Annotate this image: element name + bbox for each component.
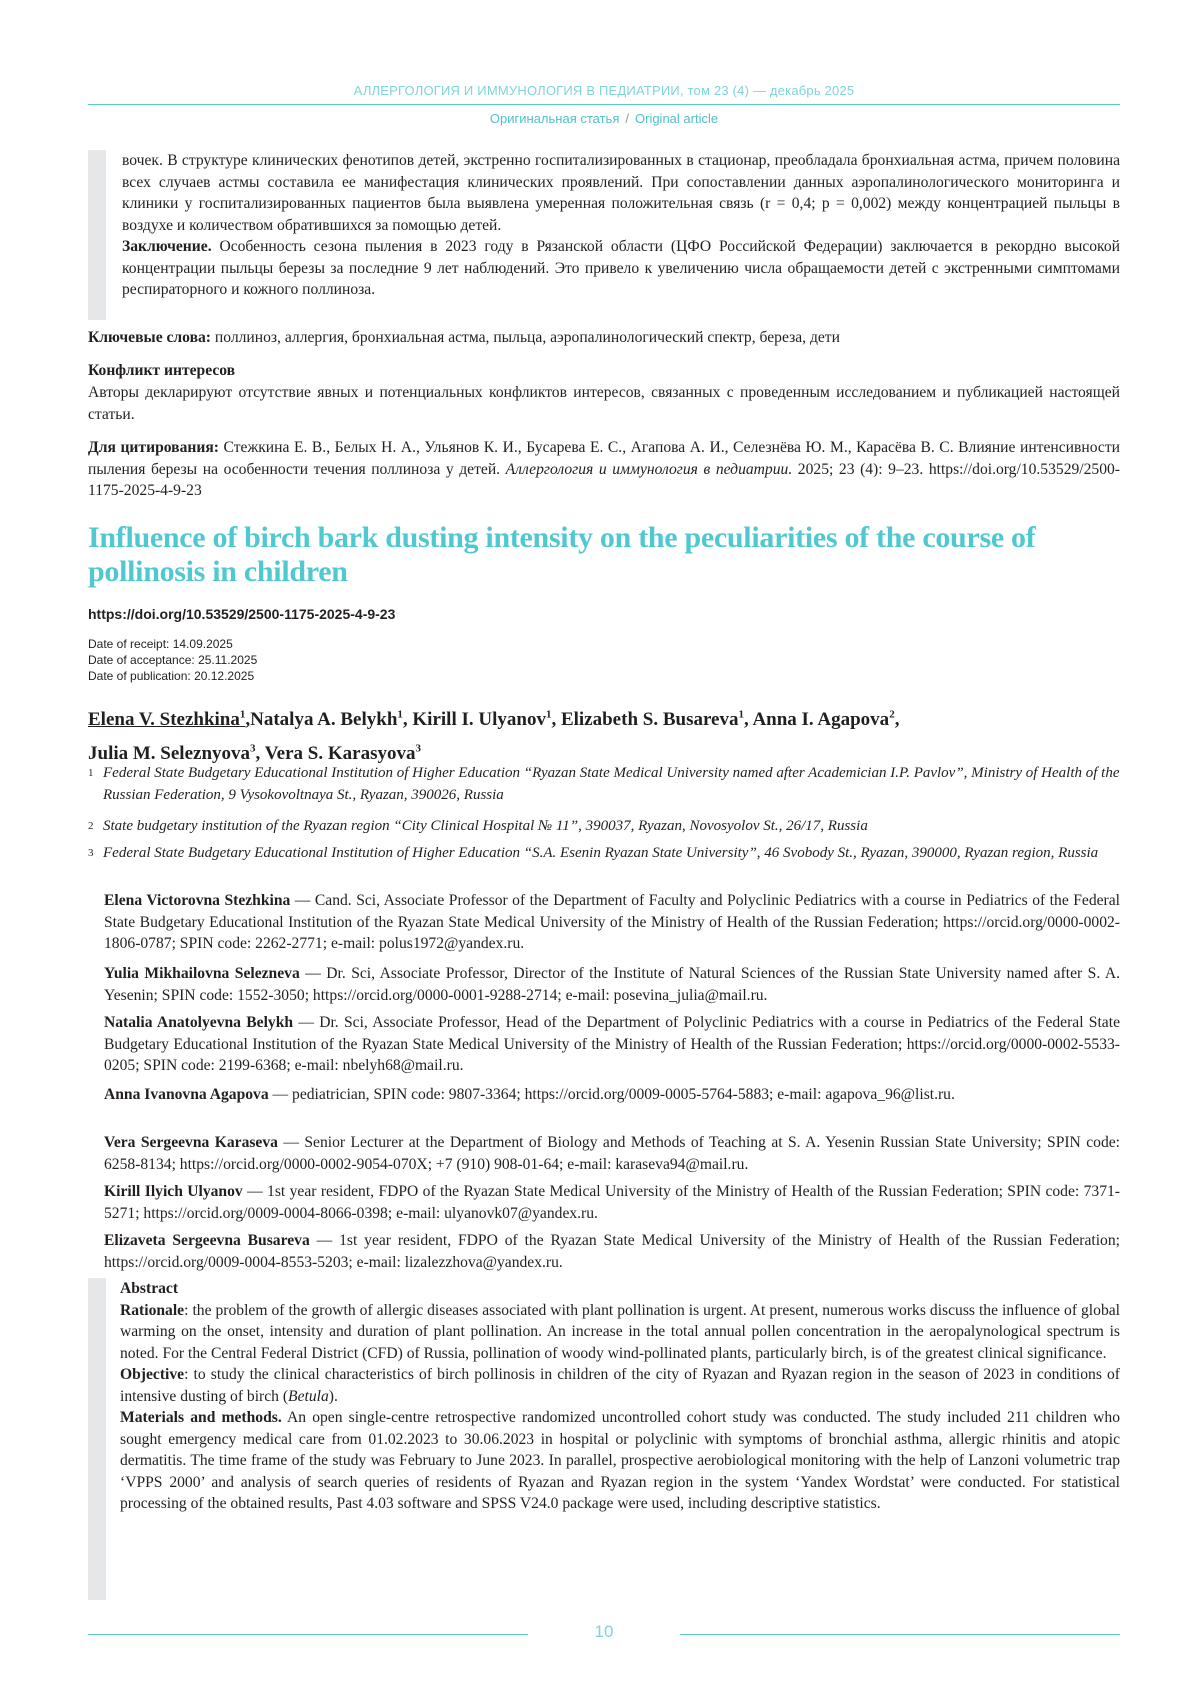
conclusion-text: Особенность сезона пыления в 2023 году в Рязанской области (ЦФО Российской Федерации) заключается в рекордно высокой концентрации пыльцы березы за последние 9 лет наблюдений. Это привело к увеличению числа обращаемости детей с экстренными симптомами респираторного и кожного поллиноза.	[122, 238, 1120, 298]
abstract-rationale: Rationale: the problem of the growth of allergic diseases associated with plant pollination is urgent. At present, numerous works discuss the influence of global warming on the onset, intensity and duration of plant pollination. An increase in the total annual pollen concentration in the aeropalynological spectrum is noted. For the Central Federal District (CFD) of Russia, pollination of woody wind-pollinated plants, particularly birch, is of the greatest clinical significance.	[120, 1301, 1120, 1362]
affiliation-3: 3 Federal State Budgetary Educational Institution of Higher Education “S.A. Esenin Ryazan State University”, 46 Svobody St., Ryazan, 390000, Ryazan region, Russia	[88, 845, 1099, 861]
citation-label: Для цитирования:	[88, 439, 219, 456]
page-number: 10	[594, 1622, 614, 1641]
author-bio: Anna Ivanovna Agapova — pediatrician, SPIN code: 9807-3364; https://orcid.org/0009-0005-5764-5883; e-mail: agapova_96@list.ru.	[104, 1086, 955, 1103]
author-6: Julia M. Seleznyova$^3$,	[88, 742, 265, 764]
affiliation-2: 2 State budgetary institution of the Ryazan region “City Clinical Hospital № 11”, 390037, Ryazan, Novosyolov St., 26/17, Russia	[88, 818, 868, 834]
footer-divider-left	[88, 1634, 528, 1635]
article-type	[88, 111, 1120, 126]
author-list	[88, 701, 1120, 768]
citation	[88, 437, 1120, 502]
header-divider	[88, 104, 1120, 105]
footer-divider-right	[680, 1634, 1120, 1635]
abstract-side-bar	[88, 150, 106, 320]
keywords-text: поллиноз, аллергия, бронхиальная астма, пыльца, аэропалинологический спектр, береза, дети	[214, 329, 840, 346]
author-4: Elizabeth S. Busareva$^1$,	[560, 709, 753, 731]
ru-abstract-box	[88, 150, 1120, 320]
author-5: Anna I. Agapova$^2$,	[752, 709, 900, 731]
abstract-heading: Abstract	[120, 1280, 179, 1297]
journal-header: АЛЛЕРГОЛОГИЯ И ИММУНОЛОГИЯ В ПЕДИАТРИИ, том 23 (4) — декабрь 2025	[353, 83, 855, 98]
author-1: Elena V. Stezhkina$^1$,	[88, 709, 251, 731]
conflict-text: Авторы декларируют отсутствие явных и потенциальных конфликтов интересов, связанных с проведенным исследованием и публикацией настоящей статьи.	[88, 384, 1120, 423]
author-bio: Elizaveta Sergeevna Busareva — 1st year resident, FDPO of the Ryazan State Medical University of the Ministry of Health of the Russian Federation; https://orcid.org/0009-0004-8553-5203; e-mail: lizalezzhova@yandex.ru.	[104, 1232, 1120, 1271]
conflict-heading: Конфликт интересов	[88, 362, 236, 379]
author-bio: Elena Victorovna Stezhkina — Cand. Sci, Associate Professor of the Department of Faculty and Polyclinic Pediatrics with a course in Pediatrics of the Federal State Budgetary Educational Institution of the Ryazan State Medical University of the Ministry of Health of the Russian Federation; https://orcid.org/0000-0002-1806-0787; SPIN code: 2262-2771; e-mail: polus1972@yandex.ru.	[104, 892, 1120, 952]
article-doi-link[interactable]: https://doi.org/10.53529/2500-1175-2025-4-9-23	[88, 606, 396, 622]
ru-abstract-results: вочек. В структуре клинических фенотипов детей, экстренно госпитализированных в стационар, преобладала бронхиальная астма, причем половина всех случаев астмы составила ее манифестация клинических проявлений. При сопоставлении данных аэропалинологического мониторинга и клиники у госпитализированных пациентов была выявлена умеренная положительная связь (r = 0,4; p = 0,002) между концентрацией пыльцы в воздухе и количеством обратившихся за помощью детей.	[122, 152, 1120, 234]
author-3: Kirill I. Ulyanov$^1$,	[412, 709, 561, 731]
author-bio: Kirill Ilyich Ulyanov — 1st year resident, FDPO of the Ryazan State Medical University of the Ministry of Health of the Russian Federation; SPIN code: 7371-5271; https://orcid.org/0009-0004-8066-0398; e-mail: ulyanovk07@yandex.ru.	[104, 1183, 1120, 1222]
article-title: Influence of birch bark dusting intensity on the peculiarities of the course of pollinosis in children	[88, 521, 1036, 588]
abstract-side-bar	[88, 1278, 106, 1600]
author-7: Vera S. Karasyova$^3$	[264, 742, 421, 764]
abstract-box	[88, 1278, 1120, 1600]
conclusion-label: Заключение.	[122, 238, 212, 255]
keywords	[88, 327, 1120, 349]
article-type-en: Original article	[635, 111, 719, 126]
author-bio: Natalia Anatolyevna Belykh — Dr. Sci, Associate Professor, Head of the Department of Polyclinic Pediatrics with a course in Pediatrics of the Federal State Budgetary Educational Institution of the Ryazan State Medical University of the Ministry of Health of the Russian Federation; https://orcid.org/0000-0002-5533-0205; SPIN code: 2199-6368; e-mail: nbelyh68@mail.ru.	[104, 1014, 1120, 1074]
citation-text: Стежкина Е. В., Белых Н. А., Ульянов К. И., Бусарева Е. С., Агапова А. И., Селезнёва Ю. М., Карасёва В. С. Влияние интенсивности пыления березы на особенности течения поллиноза у детей.	[88, 439, 1120, 478]
author-bio: Vera Sergeevna Karaseva — Senior Lecturer at the Department of Biology and Methods of Teaching at S. A. Yesenin Russian State University; SPIN code: 6258-8134; https://orcid.org/0000-0002-9054-070X; +7 (910) 908-01-64; e-mail: karaseva94@mail.ru.	[104, 1134, 1121, 1173]
article-type-separator: /	[625, 111, 629, 126]
date-receipt: Date of receipt: 14.09.2025	[88, 637, 233, 651]
ru-abstract-conclusion	[122, 236, 1120, 301]
keywords-label: Ключевые слова:	[88, 329, 211, 346]
author-bio: Yulia Mikhailovna Selezneva — Dr. Sci, Associate Professor, Director of the Institute of Natural Sciences of the Russian State University named after S. A. Yesenin; SPIN code: 1552-3050; https://orcid.org/0000-0001-9288-2714; e-mail: posevina_julia@mail.ru.	[104, 965, 1120, 1004]
date-publication: Date of publication: 20.12.2025	[88, 669, 255, 683]
article-type-ru: Оригинальная статья	[489, 111, 620, 126]
date-acceptance: Date of acceptance: 25.11.2025	[88, 653, 258, 667]
affiliation-1: 1 Federal State Budgetary Educational Institution of Higher Education “Ryazan State Medical University named after Academician I.P. Pavlov”, Ministry of Health of the Russian Federation, 9 Vysokovoltnaya St., Ryazan, 390026, Russia	[88, 765, 1120, 803]
author-2: Natalya A. Belykh$^1$,	[250, 709, 413, 731]
citation-doi-link[interactable]: 2025; 23 (4): 9–23. https://doi.org/10.53529/2500-1175-2025-4-9-23	[88, 460, 1120, 499]
abstract-methods: Materials and methods. An open single-centre retrospective randomized uncontrolled cohort study was conducted. The study included 211 children who sought emergency medical care from 01.02.2023 to 30.06.2023 in hospital or polyclinic with symptoms of bronchial asthma, allergic rhinitis and atopic dermatitis. The time frame of the study was February to June 2023. In parallel, prospective aerobiological monitoring with the help of Lanzoni volumetric trap ‘VPPS 2000’ and analysis of search queries of residents of Ryazan and Ryazan region in the system ‘Yandex Wordstat’ were conducted. For statistical processing of the obtained results, Past 4.03 software and SPSS V24.0 package were used, including descriptive statistics.	[120, 1409, 1120, 1512]
abstract-objective: Objective: to study the clinical characteristics of birch pollinosis in children of the city of Ryazan and Ryazan region in the season of 2023 in conditions of intensive dusting of birch (Betula).	[120, 1366, 1120, 1405]
publication-dates	[88, 636, 257, 684]
citation-journal: Аллергология и иммунология в педиатрии.	[505, 460, 793, 478]
